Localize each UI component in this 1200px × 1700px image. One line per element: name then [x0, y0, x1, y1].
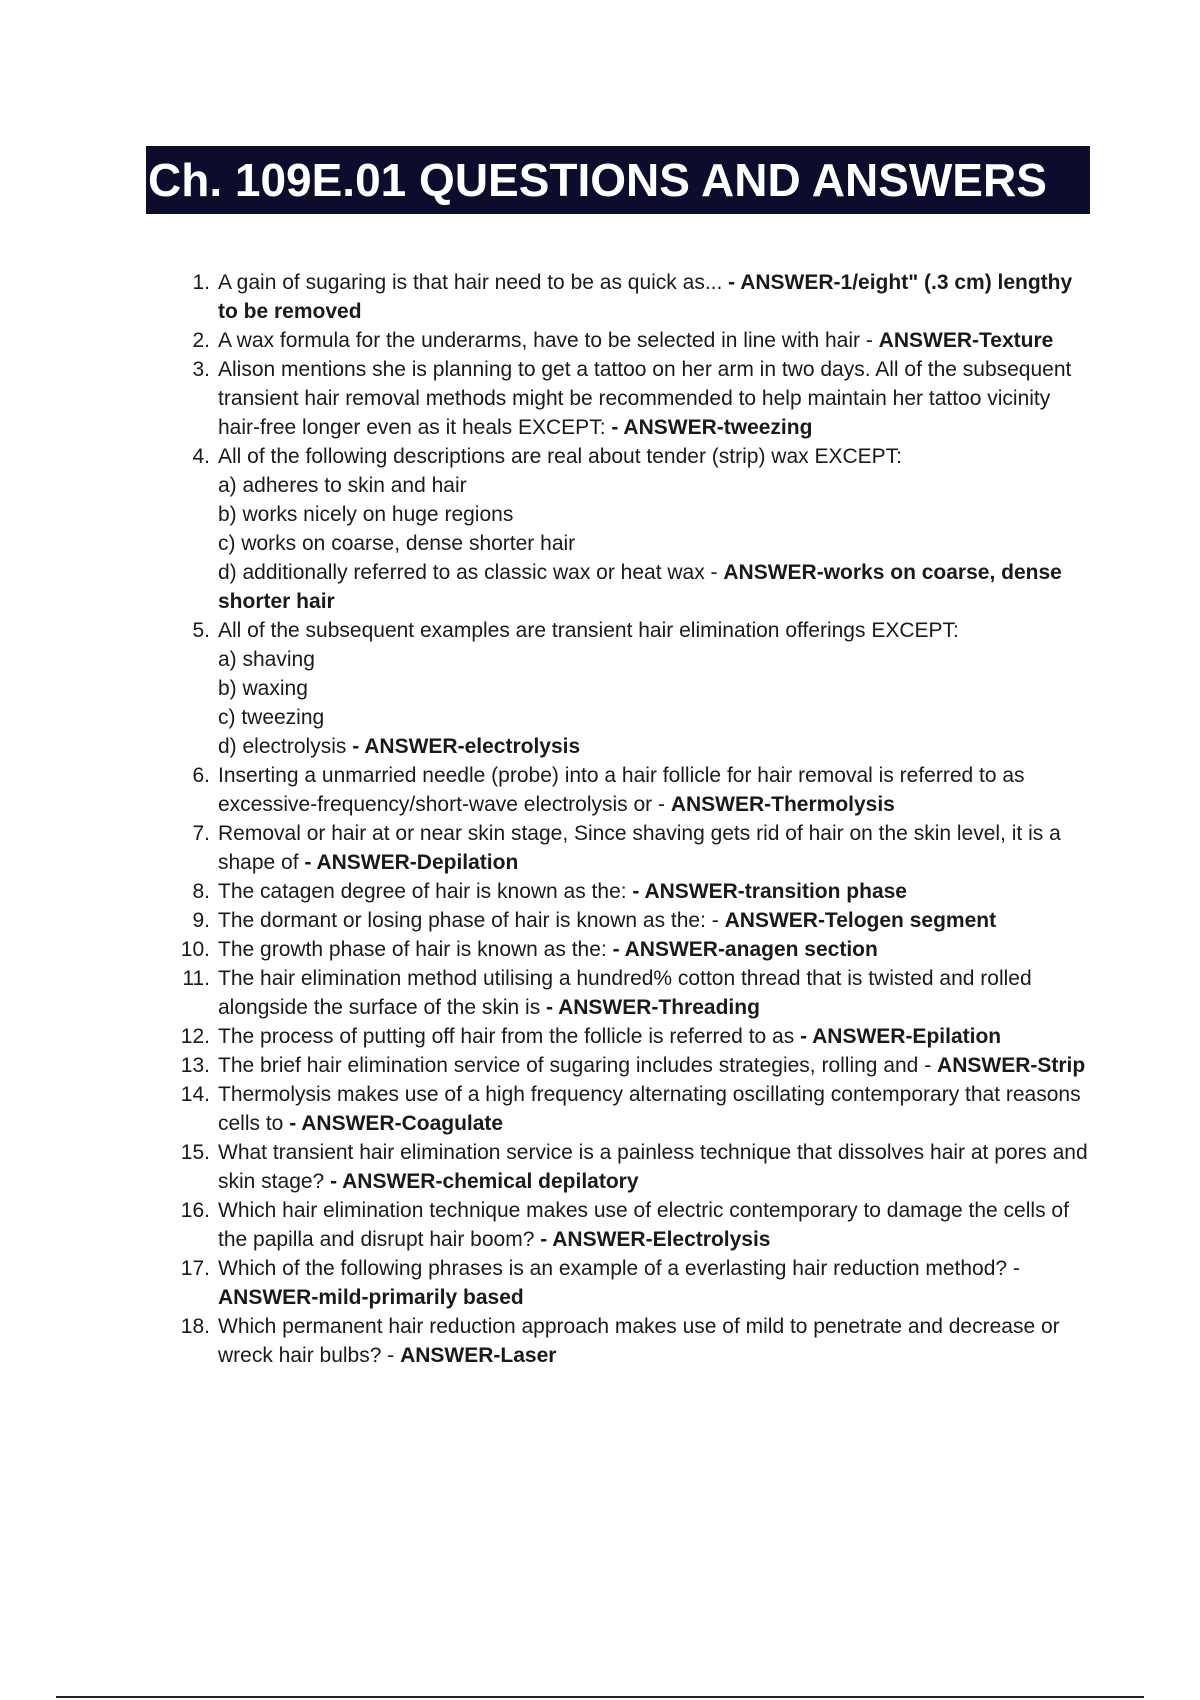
question-number: 13.: [180, 1054, 210, 1077]
question-text: A gain of sugaring is that hair need to be as quick as...: [218, 271, 729, 294]
question-number: 10.: [180, 938, 210, 961]
answer-text: ANSWER-mild-primarily based: [218, 1286, 524, 1309]
question-number: 16.: [180, 1199, 210, 1222]
answer-option: b) works nicely on huge regions: [218, 503, 514, 526]
question-number: 7.: [192, 822, 210, 845]
question-number: 1.: [192, 271, 210, 294]
question-text: A wax formula for the underarms, have to be selected in line with hair -: [218, 329, 879, 352]
question-item: [176, 1196, 1096, 1254]
question-number: 11.: [182, 967, 210, 990]
question-item: [176, 326, 1096, 355]
answer-text: ANSWER-Texture: [878, 329, 1054, 352]
answer-option: b) waxing: [218, 677, 308, 700]
answer-text: - ANSWER-tweezing: [611, 416, 813, 439]
question-number: 5.: [192, 619, 210, 642]
question-item: [176, 819, 1096, 877]
question-text: The dormant or losing phase of hair is known as the: -: [218, 909, 725, 932]
answer-option: d) additionally referred to as classic wax or heat wax -: [218, 561, 724, 584]
answer-option: a) adheres to skin and hair: [218, 474, 467, 497]
question-text: Which permanent hair reduction approach makes use of mild to penetrate and decrease or wreck hair bulbs? -: [218, 1315, 1060, 1367]
question-number: 8.: [192, 880, 210, 903]
question-item: [176, 1080, 1096, 1138]
question-item: [176, 1138, 1096, 1196]
question-item: [176, 877, 1096, 906]
question-item: [176, 761, 1096, 819]
answer-text: ANSWER-Strip: [937, 1054, 1086, 1077]
answer-text: - ANSWER-Threading: [546, 996, 760, 1019]
answer-option: c) works on coarse, dense shorter hair: [218, 532, 576, 555]
question-number: 14.: [180, 1083, 210, 1106]
question-text: Inserting a unmarried needle (probe) into a hair follicle for hair removal is referred to as excessive-frequency/short-wave electrolysis or -: [218, 764, 1025, 816]
question-number: 3.: [192, 358, 210, 381]
question-text: Alison mentions she is planning to get a tattoo on her arm in two days. All of the subsequent transient hair removal methods might be recommended to help maintain her tattoo vicinity hair-free longer even as it heals EXCEPT:: [218, 358, 1072, 439]
question-number: 4.: [192, 445, 210, 468]
footer-divider: [56, 1696, 1144, 1698]
answer-option: a) shaving: [218, 648, 315, 671]
answer-text: ANSWER-Thermolysis: [670, 793, 895, 816]
title-banner: [146, 146, 1090, 214]
question-item: [176, 906, 1096, 935]
answer-text: - ANSWER-Depilation: [304, 851, 519, 874]
question-number: 6.: [192, 764, 210, 787]
question-number: 9.: [192, 909, 210, 932]
question-text: Which of the following phrases is an example of a everlasting hair reduction method? -: [218, 1257, 1020, 1280]
question-number: 18.: [180, 1315, 210, 1338]
answer-text: - ANSWER-1/eight" (.3 cm) lengthy to be removed: [218, 271, 1073, 323]
answer-option: c) tweezing: [218, 706, 325, 729]
answer-text: - ANSWER-Epilation: [800, 1025, 1002, 1048]
question-text: The catagen degree of hair is known as the:: [218, 880, 633, 903]
question-item: [176, 1312, 1096, 1370]
answer-text: ANSWER-Laser: [400, 1344, 557, 1367]
question-text: Which hair elimination technique makes use of electric contemporary to damage the cells of the papilla and disrupt hair boom?: [218, 1199, 1069, 1251]
question-number: 15.: [180, 1141, 210, 1164]
question-text: Removal or hair at or near skin stage, Since shaving gets rid of hair on the skin level, it is a shape of: [218, 822, 1061, 874]
answer-text: ANSWER-Telogen segment: [724, 909, 997, 932]
question-item: [176, 355, 1096, 442]
question-text: The brief hair elimination service of sugaring includes strategies, rolling and -: [218, 1054, 938, 1077]
question-item: [176, 935, 1096, 964]
answer-option: d) electrolysis: [218, 735, 353, 758]
question-number: 12.: [180, 1025, 210, 1048]
question-item: [176, 1051, 1096, 1080]
answer-text: - ANSWER-Electrolysis: [540, 1228, 771, 1251]
answer-text: - ANSWER-chemical depilatory: [330, 1170, 639, 1193]
question-text: Thermolysis makes use of a high frequency alternating oscillating contemporary that reasons cells to: [218, 1083, 1081, 1135]
answer-text: - ANSWER-anagen section: [612, 938, 878, 961]
question-text: All of the following descriptions are real about tender (strip) wax EXCEPT:: [218, 445, 902, 468]
page-title: Ch. 109E.01 QUESTIONS AND ANSWERS: [148, 154, 1047, 206]
answer-text: - ANSWER-Coagulate: [289, 1112, 504, 1135]
question-item: [176, 616, 1096, 761]
question-item: [176, 442, 1096, 616]
question-item: [176, 1022, 1096, 1051]
answer-text: - ANSWER-transition phase: [632, 880, 907, 903]
question-text: All of the subsequent examples are transient hair elimination offerings EXCEPT:: [218, 619, 959, 642]
question-item: [176, 964, 1096, 1022]
question-text: The growth phase of hair is known as the:: [218, 938, 613, 961]
question-number: 17.: [180, 1257, 210, 1280]
question-item: [176, 268, 1096, 326]
answer-text: - ANSWER-electrolysis: [352, 735, 581, 758]
question-list: [176, 268, 1096, 1370]
question-text: The hair elimination method utilising a hundred% cotton thread that is twisted and rolled alongside the surface of the skin is: [218, 967, 1032, 1019]
question-number: 2.: [192, 329, 210, 352]
question-item: [176, 1254, 1096, 1312]
question-text: What transient hair elimination service is a painless technique that dissolves hair at pores and skin stage?: [218, 1141, 1088, 1193]
answer-text: ANSWER-works on coarse, dense shorter hair: [218, 561, 1062, 613]
question-text: The process of putting off hair from the follicle is referred to as: [218, 1025, 801, 1048]
